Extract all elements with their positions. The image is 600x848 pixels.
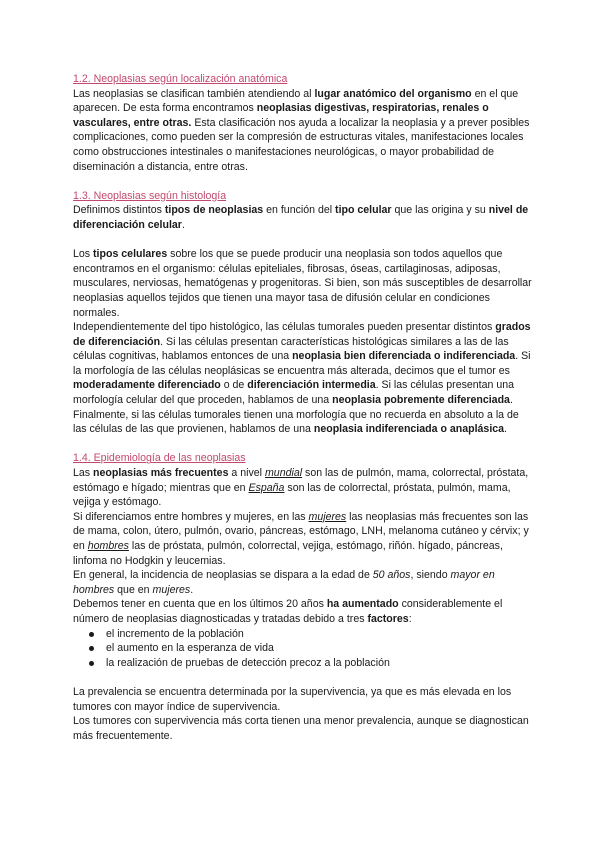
paragraph-frecuentes: Las neoplasias más frecuentes a nivel mundial son las de pulmón, mama, colorrectal, próstata, estómago e hígado; mientras que en España son las de colorrectal, próstata, pulmón, mama, vejiga y estómago. (73, 467, 529, 509)
factors-list (73, 627, 533, 671)
document-body (73, 72, 533, 743)
heading-1-3: 1.3. Neoplasias según histología (73, 189, 227, 202)
paragraph-tipos-celulares: Los tipos celulares sobre los que se puede producir una neoplasia son todos aquellos que encontramos en el organismo: células epiteliales, fibrosas, óseas, cartilaginosas, adiposas, musculares, nerviosas, hematógenas y progenitoras. Si bien, son más susceptibles de desarrollar neoplasias aquellos tejidos que tienen una mayor tasa de difusión celular en condiciones normales. (73, 248, 532, 319)
heading-1-4: 1.4. Epidemiología de las neoplasias (73, 452, 246, 465)
paragraph-localizacion: Las neoplasias se clasifican también atendiendo al lugar anatómico del organismo en el que aparecen. De esta forma encontramos neoplasias digestivas, respiratorias, renales o vasculares, entre otras. Esta clasificación nos ayuda a localizar la neoplasia y a prever posibles complicaciones, como pueden ser la compresión de estructuras vitales, manifestaciones locales como obstrucciones intestinales o manifestaciones neurológicas, o mayor probabilidad de diseminación a distancia, entre otras. (73, 87, 530, 173)
paragraph-prevalencia: La prevalencia se encuentra determinada por la supervivencia, ya que es más elevada en los tumores con mayor índice de supervivencia. (73, 685, 512, 713)
heading-1-2: 1.2. Neoplasias según localización anatómica (73, 73, 288, 85)
paragraph-incidencia: En general, la incidencia de neoplasias se dispara a la edad de 50 años, siendo mayor en hombres que en mujeres. (73, 569, 495, 596)
paragraph-sexo: Si diferenciamos entre hombres y mujeres, en las mujeres las neoplasias más frecuentes son las de mama, colon, útero, pulmón, ovario, páncreas, estómago, LNH, melanoma cutáneo y cérvix; y en hombres las de próstata, pulmón, colorrectal, vejiga, estómago, riñón. hígado, páncreas, linfoma no Hodgkin y leucemias. (73, 510, 529, 567)
paragraph-supervivencia: Los tumores con supervivencia más corta tienen una menor prevalencia, aunque se diagnostican más frecuentemente. (73, 715, 529, 742)
paragraph-diferenciacion: Independientemente del tipo histológico, las células tumorales pueden presentar distintos grados de diferenciación. Si las células presentan características histológicas similares a las de las células cognitivas, hablamos entonces de una neoplasia bien diferenciada o indiferenciada. Si la morfología de las células neoplásicas se encuentra más alterada, decimos que el tumor es moderadamente diferenciado o de diferenciación intermedia. Si las células presentan una morfología celular del que proceden, hablamos de una neoplasia pobremente diferenciada. Finalmente, si las células tumorales tienen una morfología que no recuerda en absoluto a la de las células de las que provienen, hablamos de una neoplasia indiferenciada o anaplásica. (73, 321, 531, 436)
list-item: el incremento de la población (106, 627, 533, 642)
paragraph-aumento: Debemos tener en cuenta que en los últimos 20 años ha aumentado considerablemente el número de neoplasias diagnosticadas y tratadas debido a tres factores: (73, 598, 503, 625)
list-item: la realización de pruebas de detección precoz a la población (106, 656, 533, 671)
list-item: el aumento en la esperanza de vida (106, 641, 533, 656)
paragraph-histologia-intro: Definimos distintos tipos de neoplasias en función del tipo celular que las origina y su nivel de diferenciación celular. (73, 204, 529, 231)
